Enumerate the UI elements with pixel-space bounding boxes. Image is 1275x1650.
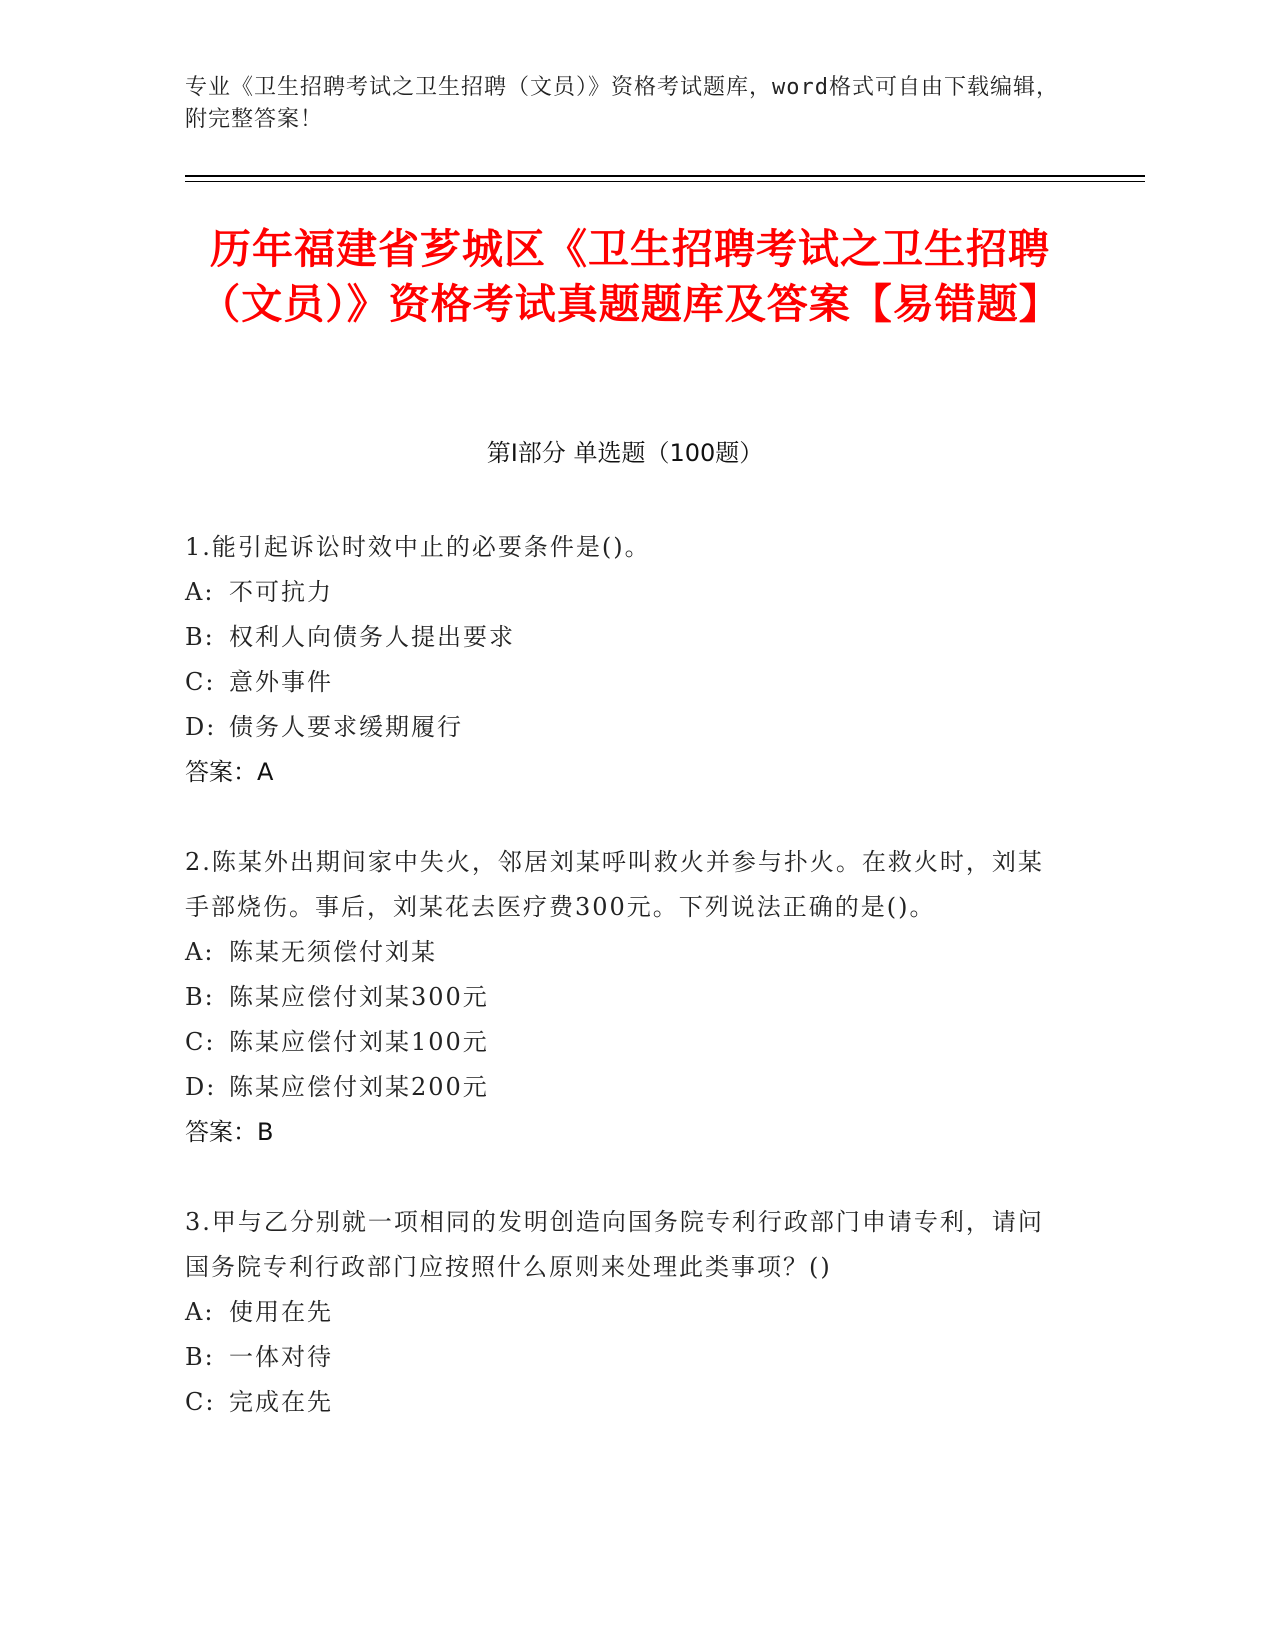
- question-3-option-b: [185, 1335, 1065, 1380]
- question-2-option-d: [185, 1065, 1065, 1110]
- question-3-text: 3.甲与乙分别就一项相同的发明创造向国务院专利行政部门申请专利，请问国务院专利行政部门应按照什么原则来处理此类事项？(): [185, 1208, 1044, 1281]
- option-text: 完成在先: [229, 1388, 333, 1416]
- option-text: 意外事件: [229, 668, 333, 696]
- option-text: 使用在先: [229, 1298, 333, 1326]
- question-2-option-b: [185, 975, 1065, 1020]
- option-key: D:: [185, 713, 217, 741]
- option-key: C:: [185, 1388, 216, 1416]
- question-2-option-a: [185, 930, 1065, 975]
- option-key: C:: [185, 668, 216, 696]
- option-key: D:: [185, 1073, 217, 1101]
- document-title: 历年福建省芗城区《卫生招聘考试之卫生招聘（文员）》资格考试真题题库及答案【易错题】: [199, 225, 1061, 328]
- header-note: 专业《卫生招聘考试之卫生招聘（文员）》资格考试题库，word格式可自由下载编辑，附完整答案！: [185, 75, 1059, 132]
- option-key: B:: [185, 983, 215, 1011]
- question-1-option-b: [185, 615, 1065, 660]
- option-key: A:: [185, 1298, 215, 1326]
- option-key: B:: [185, 1343, 215, 1371]
- option-key: B:: [185, 623, 215, 651]
- option-key: A:: [185, 578, 215, 606]
- header-rule-thick: [185, 175, 1145, 177]
- question-1-option-a: [185, 570, 1065, 615]
- option-key: C:: [185, 1028, 216, 1056]
- question-1-answer: 答案：A: [185, 758, 274, 786]
- option-key: A:: [185, 938, 215, 966]
- question-3: [185, 1200, 1065, 1425]
- question-1-option-d: [185, 705, 1065, 750]
- question-2-option-c: [185, 1020, 1065, 1065]
- question-1-text: 1.能引起诉讼时效中止的必要条件是()。: [185, 533, 651, 561]
- question-2: [185, 840, 1065, 1155]
- question-3-option-c: [185, 1380, 1065, 1425]
- question-1-option-c: [185, 660, 1065, 705]
- option-text: 权利人向债务人提出要求: [229, 623, 515, 651]
- question-2-answer: 答案：B: [185, 1118, 274, 1146]
- header-rule-thin: [185, 181, 1145, 182]
- section-title: 第Ⅰ部分 单选题（100题）: [486, 439, 764, 467]
- option-text: 债务人要求缓期履行: [229, 713, 463, 741]
- option-text: 陈某无须偿付刘某: [229, 938, 437, 966]
- question-list: [185, 525, 1065, 1470]
- question-2-text: 2.陈某外出期间家中失火，邻居刘某呼叫救火并参与扑火。在救火时，刘某手部烧伤。事后，刘某花去医疗费300元。下列说法正确的是()。: [185, 848, 1044, 921]
- question-1: [185, 525, 1065, 795]
- option-text: 陈某应偿付刘某200元: [229, 1073, 489, 1101]
- option-text: 不可抗力: [229, 578, 333, 606]
- option-text: 陈某应偿付刘某100元: [229, 1028, 489, 1056]
- question-3-option-a: [185, 1290, 1065, 1335]
- option-text: 一体对待: [229, 1343, 333, 1371]
- option-text: 陈某应偿付刘某300元: [229, 983, 489, 1011]
